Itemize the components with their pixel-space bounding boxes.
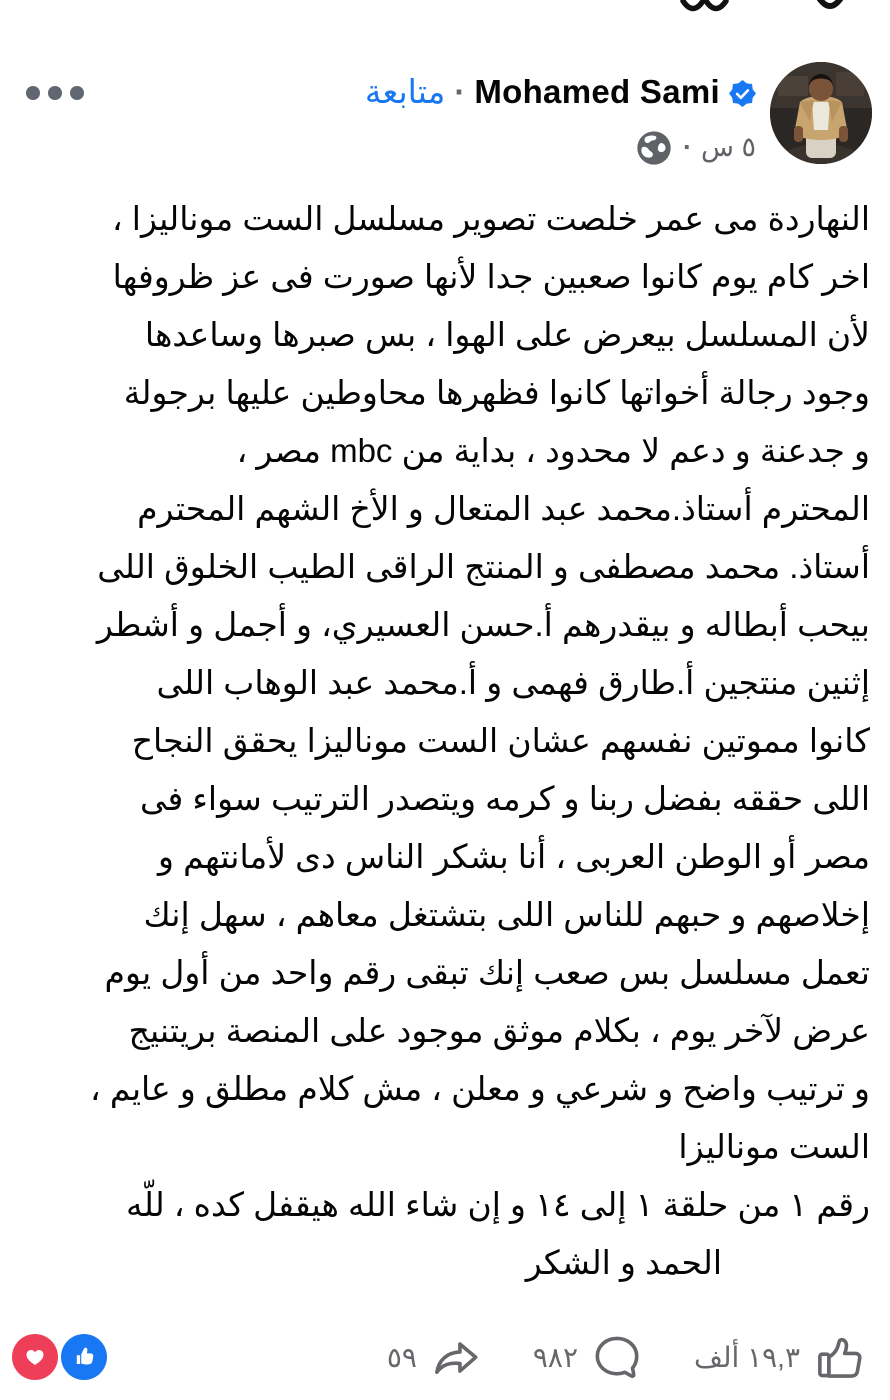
post-text-line: الحمد و الشكر	[525, 1244, 722, 1281]
post-text-line: اخر كام يوم كانوا صعبين جدا لأنها صورت فى عز ظروفها	[112, 258, 870, 295]
share-count-group[interactable]	[387, 1330, 483, 1384]
post-header	[110, 62, 872, 168]
post-text-line: بيحب أبطاله و بيقدرهم أ.حسن العسيري، و أجمل و أشطر	[96, 606, 870, 643]
engagement-bar	[0, 1322, 890, 1392]
dot-icon	[26, 86, 40, 100]
post-text-line: عرض لآخر يوم ، بكلام موثق موجود على المنصة بريتنيج	[128, 1012, 870, 1049]
follow-button[interactable]: متابعة	[364, 73, 446, 110]
post-text-line: لأن المسلسل بيعرض على الهوا ، بس صبرها وساعدها	[144, 316, 870, 353]
post-text-line: اللى حققه بفضل ربنا و كرمه ويتصدر الترتيب سواء فى	[139, 780, 870, 817]
comment-count: ٩٨٢	[532, 1341, 579, 1373]
dot-icon	[70, 86, 84, 100]
dot-icon	[48, 86, 62, 100]
post-text-line: وجود رجالة أخواتها كانوا فظهرها محاوطين عليها برجولة	[123, 374, 870, 411]
post-text-line: تعمل مسلسل بس صعب إنك تبقى رقم واحد من أول يوم	[104, 954, 870, 991]
verified-badge-icon	[729, 80, 756, 107]
share-count: ٥٩	[386, 1341, 417, 1373]
post-text	[10, 190, 870, 1292]
post-text-line: المحترم أستاذ.محمد عبد المتعال و الأخ الشهم المحترم	[137, 490, 870, 527]
reaction-badges[interactable]	[12, 1334, 107, 1380]
post-text-line: أستاذ. محمد مصطفى و المنتج الراقى الطيب الخلوق اللى	[97, 548, 870, 585]
name-row	[365, 72, 756, 112]
header-text	[365, 62, 756, 168]
love-reaction-icon	[12, 1334, 58, 1380]
comment-count-group[interactable]	[533, 1330, 644, 1384]
post-text-line: النهاردة مى عمر خلصت تصوير مسلسل الست موناليزا ،	[111, 200, 870, 237]
post-text-line: رقم ١ من حلقة ١ إلى ١٤ و إن شاء الله هيقفل كده ، للّه	[126, 1186, 870, 1223]
post-text-line: كانوا مموتين نفسهم عشان الست موناليزا يحقق النجاح	[131, 722, 870, 759]
like-reaction-icon	[61, 1334, 107, 1380]
avatar[interactable]	[770, 62, 872, 164]
like-count: ١٩,٣ ألف	[694, 1341, 800, 1373]
post-text-line: إثنين منتجين أ.طارق فهمى و أ.محمد عبد الوهاب اللى	[156, 664, 870, 701]
post-options-button[interactable]	[26, 86, 84, 100]
post-text-line: مصر أو الوطن العربى ، أنا بشكر الناس دى لأمانتهم و	[158, 838, 870, 875]
comment-bubble-icon	[590, 1330, 644, 1384]
post-text-line: الست موناليزا	[678, 1128, 870, 1165]
post-text-line: و جدعنة و دعم لا محدود ، بداية من mbc مصر ،	[236, 432, 870, 469]
like-count-group[interactable]	[694, 1330, 866, 1384]
globe-icon	[634, 128, 674, 168]
thumbs-up-outline-icon	[812, 1330, 866, 1384]
name-follow-separator: ·	[454, 73, 466, 110]
timestamp[interactable]: ٥ س	[701, 131, 756, 162]
timestamp-separator: ·	[683, 131, 693, 162]
post-text-line: إخلاصهم و حبهم للناس اللى بتشتغل معاهم ، سهل إنك	[143, 896, 870, 933]
profile-name[interactable]: Mohamed Sami	[474, 73, 720, 110]
share-arrow-icon	[429, 1330, 483, 1384]
meta-row	[365, 126, 756, 168]
previous-content-cutoff	[0, 0, 890, 24]
post-text-line: و ترتيب واضح و شرعي و معلن ، مش كلام مطلق و عايم ،	[90, 1070, 870, 1107]
